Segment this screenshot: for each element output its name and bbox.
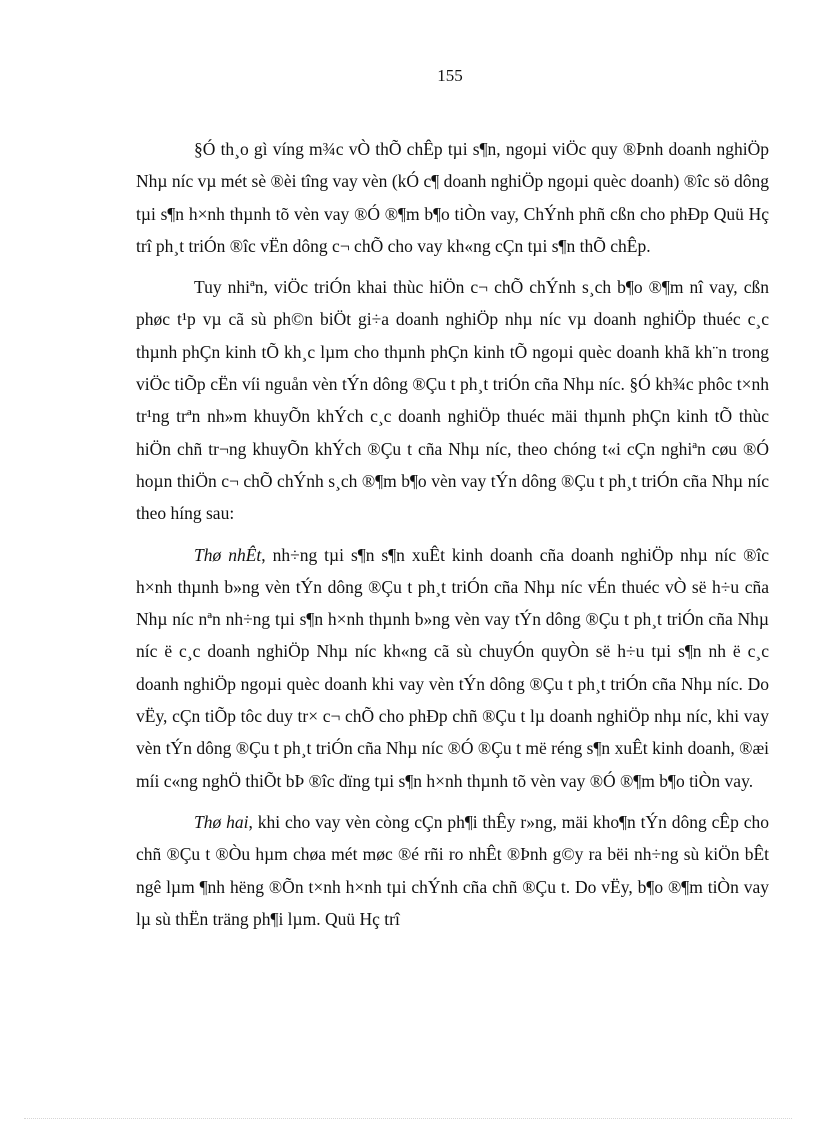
paragraph-3-lead: Thø nhÊt [194,544,262,565]
bottom-divider [24,1118,792,1119]
paragraph-4-lead: Thø hai [194,811,249,832]
paragraph-2 [136,271,769,529]
paragraph-1 [136,133,769,262]
paragraph-2-text: Tuy nhiªn, viÖc triÓn khai thùc hiÖn c¬ chÕ chÝnh s¸ch b¶o ®¶m nî vay, cßn phøc t¹p vµ cã sù ph©n biÖt gi÷a doanh nghiÖp nhµ níc vµ doanh nghiÖp thuéc c¸c thµnh phÇn kinh tÕ kh¸c lµm cho thµnh phÇn kinh tÕ ngoµi quèc doanh khã kh¨n trong viÖc tiÕp cËn víi nguån vèn tÝn dông ®Çu t ph¸t triÓn cña Nhµ níc. §Ó kh¾c phôc t×nh tr¹ng trªn nh»m khuyÕn khÝch c¸c doanh nghiÖp thuéc mäi thµnh phÇn kinh tÕ thùc hiÖn chñ tr¬ng khuyÕn khÝch ®Çu t cña Nhµ níc, theo chóng t«i cÇn nghiªn cøu ®Ó hoµn thiÖn c¬ chÕ chÝnh s¸ch ®¶m b¶o vèn vay tÝn dông ®Çu t ph¸t triÓn cña Nhµ níc theo híng sau: [136,277,769,524]
paragraph-3 [136,539,769,797]
paragraph-3-text: , nh÷ng tµi s¶n s¶n xuÊt kinh doanh cña doanh nghiÖp nhµ níc ®îc h×nh thµnh b»ng vèn tÝn dông ®Çu t ph¸t triÓn cña Nhµ níc vÉn thuéc vÒ së h÷u cña Nhµ níc nªn nh÷ng tµi s¶n h×nh thµnh b»ng vèn vay tÝn dông ®Çu t ph¸t triÓn cña Nhµ níc ë c¸c doanh nghiÖp Nhµ níc kh«ng cã sù chuyÓn quyÒn së h÷u tµi s¶n nh ë c¸c doanh nghiÖp ngoµi quèc doanh khi vay vèn tÝn dông ®Çu t ph¸t triÓn cña Nhµ níc. Do vËy, cÇn tiÕp tôc duy tr× c¬ chÕ cho phÐp chñ ®Çu t lµ doanh nghiÖp nhµ níc, khi vay vèn tÝn dông ®Çu t ph¸t triÓn cña Nhµ níc ®Ó ®Çu t më réng s¶n xuÊt kinh doanh, ®æi míi c«ng nghÖ thiÕt bÞ ®îc dïng tµi s¶n h×nh thµnh tõ vèn vay ®Ó ®¶m b¶o tiÒn vay. [136,544,769,791]
page-number: 155 [437,66,463,85]
paragraph-1-text: §Ó th¸o gì víng m¾c vÒ thÕ chÊp tµi s¶n, ngoµi viÖc quy ®Þnh doanh nghiÖp Nhµ níc vµ mét sè ®èi tîng vay vèn (kÓ c¶ doanh nghiÖp ngoµi quèc doanh) ®îc sö dông tµi s¶n h×nh thµnh tõ vèn vay ®Ó ®¶m b¶o tiÒn vay, ChÝnh phñ cßn cho phÐp Quü Hç trî ph¸t triÓn ®îc vËn dông c¬ chÕ cho vay kh«ng cÇn tµi s¶n thÕ chÊp. [136,139,769,256]
paragraph-4 [136,806,769,935]
paragraph-4-text: , khi cho vay vèn còng cÇn ph¶i thÊy r»ng, mäi kho¶n tÝn dông cÊp cho chñ ®Çu t ®Òu hµm chøa mét møc ®é rñi ro nhÊt ®Þnh g©y ra bëi nh÷ng sù kiÖn bÊt ngê lµm ¶nh hëng ®Õn t×nh h×nh tµi chÝnh cña chñ ®Çu t. Do vËy, b¶o ®¶m tiÒn vay lµ sù thËn träng ph¶i lµm. Quü Hç trî [136,811,769,929]
body-text [136,133,769,944]
